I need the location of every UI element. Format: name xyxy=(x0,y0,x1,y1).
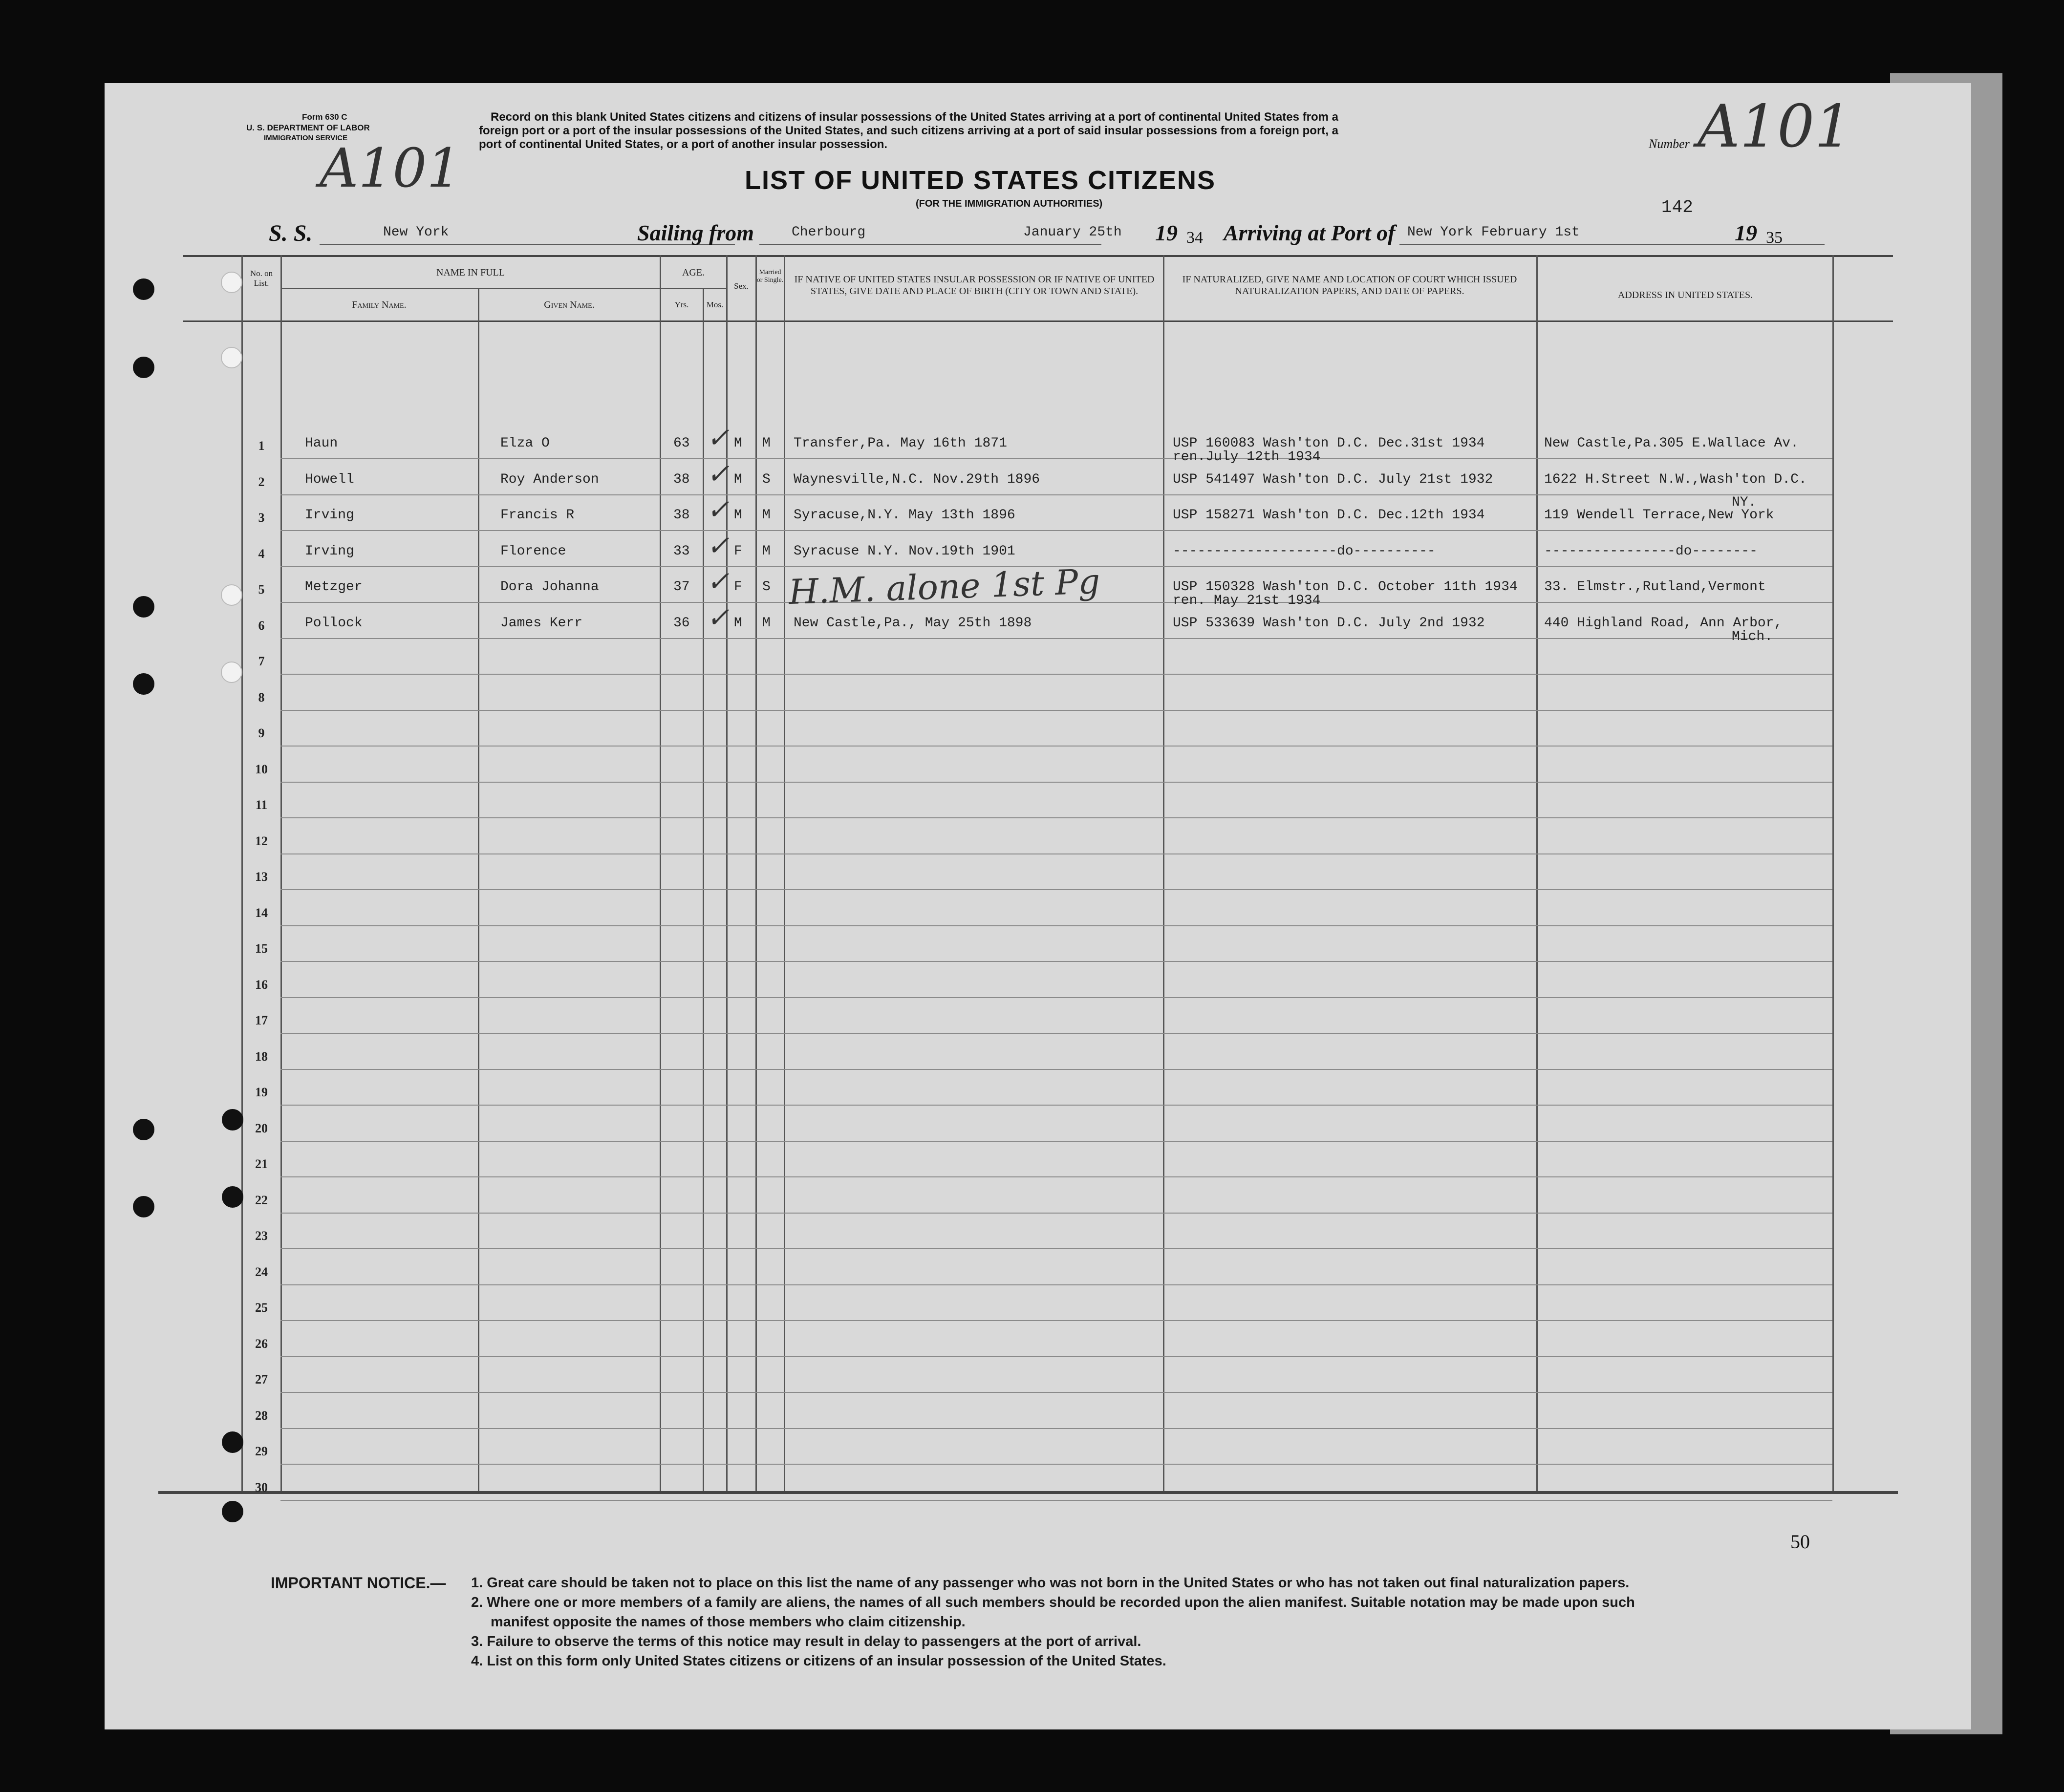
ruled-line xyxy=(280,1428,1832,1429)
sex-cell: F xyxy=(734,544,742,559)
sail-date: January 25th xyxy=(1023,225,1122,240)
page-stamp: 142 xyxy=(1661,197,1693,217)
row-number: 9 xyxy=(258,726,265,740)
ss-label: S. S. xyxy=(269,220,313,246)
given-name-cell: Florence xyxy=(500,544,566,559)
naturalization-cell: USP 150328 Wash'ton D.C. October 11th 1934 xyxy=(1173,579,1518,595)
check-mark-icon: ✓ xyxy=(707,422,730,454)
age-years-cell: 33 xyxy=(673,544,690,559)
instruction-line-1: Record on this blank United States citizens and citizens of insular possessions of the United States arriving at a port of continental United States from a xyxy=(491,110,1338,124)
sex-cell: M xyxy=(734,436,742,451)
header-married-single: Married or Single. xyxy=(756,269,784,284)
given-name-cell: Francis R xyxy=(500,508,575,523)
number-label: Number xyxy=(1649,137,1690,151)
age-years-cell: 38 xyxy=(673,472,690,487)
ruled-line xyxy=(280,1141,1832,1142)
sex-cell: M xyxy=(734,616,742,631)
ruled-line xyxy=(280,674,1832,675)
header-no: No. on List. xyxy=(250,269,273,288)
ruled-line xyxy=(280,961,1832,962)
binder-hole xyxy=(133,673,154,695)
page-title: LIST OF UNITED STATES CITIZENS xyxy=(745,166,1216,195)
ruled-line xyxy=(280,1069,1832,1070)
row-number: 3 xyxy=(258,511,265,525)
ruled-line xyxy=(280,710,1832,711)
binder-hole xyxy=(222,1501,243,1522)
marital-status-cell: S xyxy=(762,472,771,487)
row-number: 4 xyxy=(258,547,265,561)
header-naturalized: IF NATURALIZED, GIVE NAME AND LOCATION OF COURT WHICH ISSUED NATURALIZATION PAPERS, AND DATE OF PAPERS. xyxy=(1182,274,1517,297)
naturalization-cell: --------------------do---------- xyxy=(1173,544,1436,559)
row-number: 29 xyxy=(255,1444,268,1458)
arriving-label: Arriving at Port of xyxy=(1224,220,1396,245)
sail-year-prefix: 19 xyxy=(1155,220,1178,245)
list-number: A101 xyxy=(1698,93,1852,161)
service-label: IMMIGRATION SERVICE xyxy=(264,134,348,142)
manifest-sheet xyxy=(105,83,1971,1729)
ruled-line xyxy=(280,638,1832,639)
address-cell: 440 Highland Road, Ann Arbor, xyxy=(1544,616,1783,631)
ruled-line xyxy=(280,1105,1832,1106)
row-number: 19 xyxy=(255,1085,268,1099)
row-number: 24 xyxy=(255,1265,268,1279)
row-number: 8 xyxy=(258,690,265,704)
check-mark-icon: ✓ xyxy=(707,530,730,562)
address-cell: ----------------do-------- xyxy=(1544,544,1758,559)
arrival-year-prefix: 19 xyxy=(1735,220,1757,245)
age-years-cell: 37 xyxy=(673,579,690,595)
header-address: ADDRESS IN UNITED STATES. xyxy=(1617,290,1753,300)
row-number: 1 xyxy=(258,439,265,453)
header-mos: Mos. xyxy=(706,300,724,309)
binder-hole xyxy=(133,1119,154,1140)
row-number: 23 xyxy=(255,1229,268,1243)
binder-hole xyxy=(221,661,242,683)
marital-status-cell: M xyxy=(762,508,771,523)
ruled-line xyxy=(280,997,1832,998)
handwritten-list-mark: A101 xyxy=(320,137,461,199)
ship-name: New York xyxy=(383,225,449,240)
given-name-cell: Dora Johanna xyxy=(500,579,599,595)
address-state-cell: NY. xyxy=(1732,495,1757,510)
row-number: 13 xyxy=(255,870,268,884)
birthplace-cell: Syracuse,N.Y. May 13th 1896 xyxy=(794,508,1015,523)
family-name-cell: Haun xyxy=(305,436,338,451)
ruled-line xyxy=(280,746,1832,747)
age-years-cell: 38 xyxy=(673,508,690,523)
row-number: 28 xyxy=(255,1408,268,1423)
page-number: 50 xyxy=(1790,1531,1810,1553)
naturalization-cell: USP 541497 Wash'ton D.C. July 21st 1932 xyxy=(1173,472,1493,487)
arrival-year: 35 xyxy=(1766,229,1783,247)
row-number: 6 xyxy=(258,619,265,633)
sail-year: 34 xyxy=(1186,229,1203,247)
check-mark-icon: ✓ xyxy=(707,602,730,634)
age-years-cell: 63 xyxy=(673,436,690,451)
check-mark-icon: ✓ xyxy=(707,494,730,526)
notice-item-2: 2. Where one or more members of a family are aliens, the names of all such members should be recorded upon the alien manifest. Suitable notation may be made upon such xyxy=(471,1595,1635,1610)
notice-item-4: 4. List on this form only United States citizens or citizens of an insular possession of the United States. xyxy=(471,1653,1166,1669)
header-family-name: Family Name. xyxy=(352,299,407,310)
row-number: 14 xyxy=(255,906,268,920)
ruled-line xyxy=(280,530,1832,531)
row-number: 12 xyxy=(255,834,268,848)
header-age: AGE. xyxy=(682,267,705,278)
header-birth: IF NATIVE OF UNITED STATES INSULAR POSSESSION OR IF NATIVE OF UNITED STATES, GIVE DATE AND PLACE OF BIRTH (CITY OR TOWN AND STATE). xyxy=(794,274,1155,297)
binder-hole xyxy=(133,278,154,300)
row-number: 11 xyxy=(255,798,268,812)
row-number: 18 xyxy=(255,1049,268,1064)
ruled-line xyxy=(280,889,1832,890)
ruled-line xyxy=(280,1284,1832,1285)
instruction-line-2: foreign port or a port of the insular possessions of the United States, and such citizens arriving at a port of said insular possessions from a foreign port, a xyxy=(479,124,1338,137)
binder-hole xyxy=(221,272,242,293)
ruled-line xyxy=(280,1248,1832,1249)
handwritten-note: H.M. alone 1st Pg xyxy=(788,561,1101,613)
birthplace-cell: Syracuse N.Y. Nov.19th 1901 xyxy=(794,544,1015,559)
form-number: Form 630 C xyxy=(302,112,347,122)
given-name-cell: Elza O xyxy=(500,436,550,451)
header-name-in-full: NAME IN FULL xyxy=(436,267,505,278)
address-cell: 119 Wendell Terrace,New York xyxy=(1544,508,1774,523)
address-state-cell: Mich. xyxy=(1732,629,1773,644)
row-number: 5 xyxy=(258,582,265,597)
header-yrs: Yrs. xyxy=(674,300,689,309)
family-name-cell: Howell xyxy=(305,472,354,487)
row-number: 27 xyxy=(255,1372,268,1387)
notice-item-3: 3. Failure to observe the terms of this notice may result in delay to passengers at the port of arrival. xyxy=(471,1634,1141,1649)
birthplace-cell: New Castle,Pa., May 25th 1898 xyxy=(794,616,1032,631)
sailing-port: Cherbourg xyxy=(792,225,866,240)
row-number: 26 xyxy=(255,1337,268,1351)
address-cell: New Castle,Pa.305 E.Wallace Av. xyxy=(1544,436,1799,451)
row-number: 25 xyxy=(255,1301,268,1315)
address-cell: 1622 H.Street N.W.,Wash'ton D.C. xyxy=(1544,472,1807,487)
row-number: 22 xyxy=(255,1193,268,1207)
notice-item-2-cont: manifest opposite the names of those members who claim citizenship. xyxy=(491,1614,966,1630)
arrival-port-date: New York February 1st xyxy=(1407,225,1580,240)
ruled-line xyxy=(280,925,1832,926)
row-number: 2 xyxy=(258,475,265,489)
notice-label: IMPORTANT NOTICE.— xyxy=(271,1574,446,1592)
birthplace-cell: Waynesville,N.C. Nov.29th 1896 xyxy=(794,472,1040,487)
row-number: 21 xyxy=(255,1157,268,1171)
marital-status-cell: S xyxy=(762,579,771,595)
given-name-cell: Roy Anderson xyxy=(500,472,599,487)
marital-status-cell: M xyxy=(762,616,771,631)
ruled-line xyxy=(280,1033,1832,1034)
binder-hole xyxy=(133,357,154,378)
sex-cell: F xyxy=(734,579,742,595)
notice-item-1: 1. Great care should be taken not to place on this list the name of any passenger who was not born in the United States or who has not taken out final naturalization papers. xyxy=(471,1575,1630,1591)
age-years-cell: 36 xyxy=(673,616,690,631)
birthplace-cell: Transfer,Pa. May 16th 1871 xyxy=(794,436,1007,451)
header-given-name: Given Name. xyxy=(544,299,595,310)
ruled-line xyxy=(280,1320,1832,1321)
row-number: 16 xyxy=(255,978,268,992)
sex-cell: M xyxy=(734,472,742,487)
ruled-line xyxy=(280,1213,1832,1214)
binder-hole xyxy=(133,596,154,618)
ruled-line xyxy=(280,1392,1832,1393)
binder-hole xyxy=(133,1196,154,1217)
page-subtitle: (FOR THE IMMIGRATION AUTHORITIES) xyxy=(916,198,1103,209)
row-number: 15 xyxy=(255,941,268,956)
family-name-cell: Pollock xyxy=(305,616,363,631)
check-mark-icon: ✓ xyxy=(707,566,730,597)
header-sex: Sex. xyxy=(734,281,749,291)
marital-status-cell: M xyxy=(762,544,771,559)
row-number: 17 xyxy=(255,1013,268,1027)
ruled-line xyxy=(280,1176,1832,1177)
given-name-cell: James Kerr xyxy=(500,616,583,631)
address-cell: 33. Elmstr.,Rutland,Vermont xyxy=(1544,579,1766,595)
ruled-line xyxy=(280,494,1832,495)
naturalization-cell: USP 160083 Wash'ton D.C. Dec.31st 1934 xyxy=(1173,436,1485,451)
row-number: 30 xyxy=(255,1480,268,1494)
family-name-cell: Irving xyxy=(305,544,354,559)
row-number: 7 xyxy=(258,654,265,668)
naturalization-cell: USP 533639 Wash'ton D.C. July 2nd 1932 xyxy=(1173,616,1485,631)
sailing-label: Sailing from xyxy=(637,220,754,245)
instruction-line-3: port of continental United States, or a port of another insular possession. xyxy=(479,138,888,151)
ruled-line xyxy=(280,782,1832,783)
binder-hole xyxy=(222,1186,243,1208)
naturalization-cell: USP 158271 Wash'ton D.C. Dec.12th 1934 xyxy=(1173,508,1485,523)
department-label: U. S. DEPARTMENT OF LABOR xyxy=(246,123,370,132)
marital-status-cell: M xyxy=(762,436,771,451)
naturalization-note-cell: ren. May 21st 1934 xyxy=(1173,593,1321,608)
naturalization-note-cell: ren.July 12th 1934 xyxy=(1173,449,1321,465)
ruled-line xyxy=(280,817,1832,818)
family-name-cell: Metzger xyxy=(305,579,363,595)
row-number: 10 xyxy=(255,762,268,776)
ruled-line xyxy=(280,853,1832,854)
binder-hole xyxy=(222,1431,243,1453)
row-number: 20 xyxy=(255,1121,268,1135)
binder-hole xyxy=(221,584,242,606)
binder-hole xyxy=(221,347,242,368)
ruled-line xyxy=(280,1464,1832,1465)
family-name-cell: Irving xyxy=(305,508,354,523)
ruled-line xyxy=(280,458,1832,459)
binder-hole xyxy=(222,1109,243,1131)
ruled-line xyxy=(280,1356,1832,1357)
check-mark-icon: ✓ xyxy=(707,458,730,490)
sex-cell: M xyxy=(734,508,742,523)
ruled-line xyxy=(280,1500,1832,1501)
